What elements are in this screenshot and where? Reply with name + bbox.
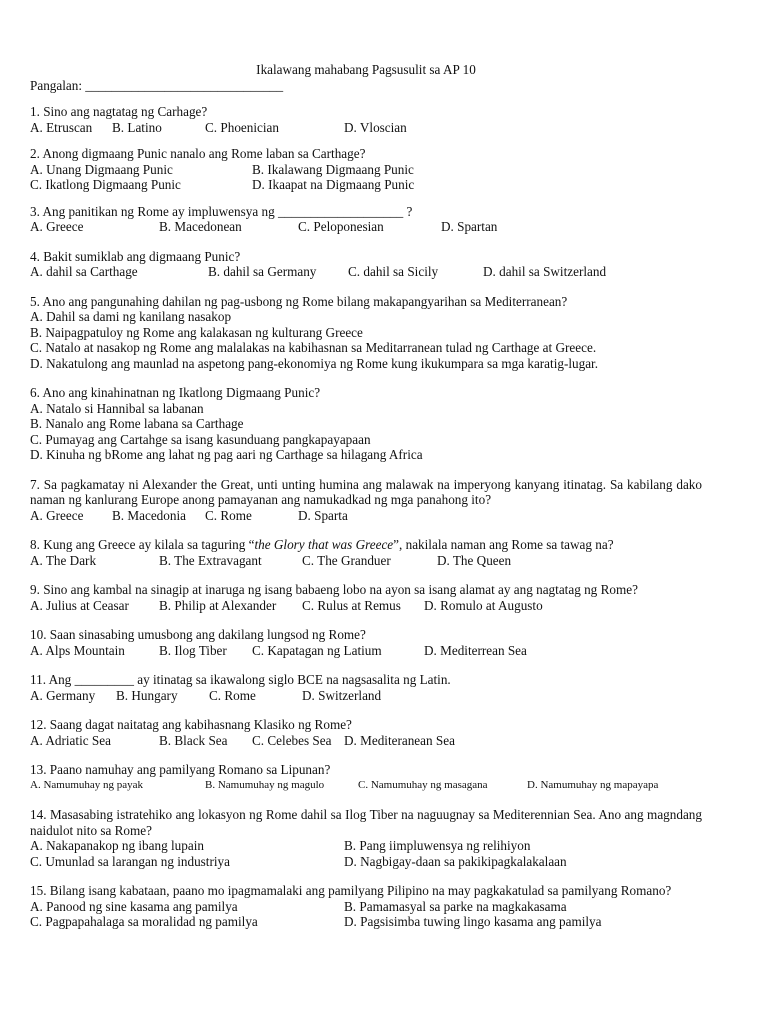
question-2-stem: 2. Anong digmaang Punic nanalo ang Rome laban sa Carthage?: [30, 146, 366, 161]
option-b[interactable]: B. Nanalo ang Rome labana sa Carthage: [30, 416, 244, 431]
option-c[interactable]: C. dahil sa Sicily: [348, 264, 439, 279]
option-d[interactable]: D. Sparta: [298, 507, 348, 523]
option-d[interactable]: D. Mediterrean Sea: [424, 642, 527, 658]
option-b[interactable]: B. Philip at Alexander: [159, 597, 277, 613]
question-13: [30, 762, 702, 793]
question-6-stem: 6. Ano ang kinahinatnan ng Ikatlong Digmaang Punic?: [30, 385, 321, 400]
option-a[interactable]: A. Unang Digmaang Punic: [30, 161, 173, 177]
option-d[interactable]: D. Vloscian: [344, 119, 407, 135]
question-14-options-row-2: [30, 854, 702, 870]
question-13-stem: 13. Paano namuhay ang pamilyang Romano sa Lipunan?: [30, 762, 331, 777]
option-a[interactable]: A. Nakapanakop ng ibang lupain: [30, 838, 204, 853]
question-8-options: [30, 553, 702, 569]
option-b[interactable]: B. Ilog Tiber: [159, 642, 227, 658]
option-a[interactable]: A. The Dark: [30, 552, 97, 568]
question-7-stem: 7. Sa pagkamatay ni Alexander the Great, unti unting humina ang malawak na imperyong kanyang itinatag. Sa kabilang dako naman ng kanlurang Europe anong pamayanan ang namukadkad ng mga panahong ito?: [30, 476, 702, 507]
option-d[interactable]: D. Mediteranean Sea: [344, 732, 455, 748]
question-14-stem: 14. Masasabing istratehiko ang lokasyon ng Rome dahil sa Ilog Tiber na naguugnay sa Mediterennian Sea. Ano ang magndang naidulot nito sa Rome?: [30, 807, 702, 838]
question-5-stem: 5. Ano ang pangunahing dahilan ng pag-usbong ng Rome bilang makapangyarihan sa Mediterranean?: [30, 293, 568, 309]
option-c[interactable]: C. The Granduer: [302, 552, 391, 568]
option-c[interactable]: C. Peloponesian: [298, 219, 384, 234]
question-8-stem-start: 8. Kung ang Greece ay kilala sa taguring “: [30, 537, 255, 552]
exam-page: [30, 62, 702, 941]
option-b[interactable]: B. Naipagpatuloy ng Rome ang kalakasan ng kulturang Greece: [30, 324, 363, 340]
option-d[interactable]: D. Namumuhay ng mapayapa: [527, 778, 659, 791]
question-3-stem: 3. Ang panitikan ng Rome ay impluwensya ng ___________________ ?: [30, 203, 413, 219]
option-d[interactable]: D. Nagbigay-daan sa pakikipagkalakalaan: [344, 853, 567, 869]
question-14: [30, 807, 702, 869]
question-11: [30, 672, 702, 703]
question-15: [30, 883, 702, 930]
question-11-options: [30, 688, 702, 704]
question-7-options: [30, 508, 702, 524]
option-c[interactable]: C. Rome: [209, 687, 256, 703]
question-2-options-row-2: [30, 177, 702, 193]
option-a[interactable]: A. Alps Mountain: [30, 642, 125, 658]
option-d[interactable]: D. Spartan: [441, 219, 498, 234]
question-12-options: [30, 733, 702, 749]
question-4-options: [30, 264, 702, 280]
question-4-stem: 4. Bakit sumiklab ang digmaang Punic?: [30, 248, 241, 264]
option-d[interactable]: D. Ikaapat na Digmaang Punic: [252, 177, 415, 192]
question-10: [30, 627, 702, 658]
option-b[interactable]: B. Hungary: [116, 687, 178, 703]
option-a[interactable]: A. Dahil sa dami ng kanilang nasakop: [30, 309, 232, 324]
question-8-stem-end: ”, nakilala naman ang Rome sa tawag na?: [393, 537, 614, 552]
question-12: [30, 717, 702, 748]
option-c[interactable]: C. Umunlad sa larangan ng industriya: [30, 853, 230, 869]
question-12-stem: 12. Saang dagat naitatag ang kabihasnang Klasiko ng Rome?: [30, 717, 352, 732]
option-a[interactable]: A. Panood ng sine kasama ang pamilya: [30, 898, 238, 914]
option-a[interactable]: A. Natalo si Hannibal sa labanan: [30, 400, 204, 416]
question-1: [30, 104, 702, 135]
option-b[interactable]: B. Pang iimpluwensya ng relihiyon: [344, 838, 531, 853]
question-15-options-row-2: [30, 914, 702, 930]
option-a[interactable]: A. Adriatic Sea: [30, 732, 111, 748]
question-11-stem: 11. Ang _________ ay itinatag sa ikawalong siglo BCE na nagsasalita ng Latin.: [30, 672, 451, 687]
option-a[interactable]: A. Etruscan: [30, 119, 93, 135]
option-c[interactable]: C. Phoenician: [205, 119, 279, 135]
option-b[interactable]: B. The Extravagant: [159, 552, 262, 568]
option-c[interactable]: C. Rome: [205, 507, 252, 523]
option-c[interactable]: C. Pumayag ang Cartahge sa isang kasunduang pangkapayapaan: [30, 431, 371, 447]
question-8-stem: [30, 537, 702, 553]
option-b[interactable]: B. Namumuhay ng magulo: [205, 778, 325, 791]
option-c[interactable]: C. Kapatagan ng Latium: [252, 642, 382, 658]
option-d[interactable]: D. Kinuha ng bRome ang lahat ng pag aari ng Carthage sa hilagang Africa: [30, 447, 423, 462]
question-14-options-row-1: [30, 838, 702, 854]
option-d[interactable]: D. Switzerland: [302, 687, 382, 703]
option-c[interactable]: C. Pagpapahalaga sa moralidad ng pamilya: [30, 914, 258, 929]
option-a[interactable]: A. Namumuhay ng payak: [30, 778, 144, 791]
option-c[interactable]: C. Ikatlong Digmaang Punic: [30, 177, 181, 192]
question-9-options: [30, 598, 702, 614]
option-c[interactable]: C. Namumuhay ng masagana: [358, 778, 488, 791]
question-10-options: [30, 643, 702, 659]
option-a[interactable]: A. Greece: [30, 507, 84, 523]
question-10-stem: 10. Saan sinasabing umusbong ang dakilang lungsod ng Rome?: [30, 627, 366, 642]
question-5: [30, 294, 702, 372]
option-b[interactable]: B. Macedonean: [159, 219, 242, 234]
option-b[interactable]: B. dahil sa Germany: [208, 264, 317, 279]
option-d[interactable]: D. Romulo at Augusto: [424, 597, 543, 613]
option-c[interactable]: C. Rulus at Remus: [302, 597, 401, 613]
option-a[interactable]: A. Germany: [30, 687, 96, 703]
option-d[interactable]: D. The Queen: [437, 552, 512, 568]
question-2-options-row-1: [30, 162, 702, 178]
question-9-stem: 9. Sino ang kambal na sinagip at inaruga ng isang babaeng lobo na ayon sa isang alamat ay ang nagtatag ng Rome?: [30, 582, 638, 597]
option-b[interactable]: B. Macedonia: [112, 507, 186, 523]
question-8-stem-italic: the Glory that was Greece: [254, 537, 394, 552]
question-1-options: [30, 120, 702, 136]
option-a[interactable]: A. Julius at Ceasar: [30, 597, 129, 613]
question-9: [30, 582, 702, 613]
question-8: [30, 537, 702, 568]
option-b[interactable]: B. Pamamasyal sa parke na magkakasama: [344, 898, 567, 914]
question-7: [30, 477, 702, 524]
option-b[interactable]: B. Ikalawang Digmaang Punic: [252, 161, 414, 177]
question-13-options: [30, 778, 702, 794]
option-c[interactable]: C. Natalo at nasakop ng Rome ang malalakas na kabihasnan sa Meditarranean tulad ng Carthage at Greece.: [30, 340, 597, 355]
option-a[interactable]: A. dahil sa Carthage: [30, 264, 138, 279]
option-b[interactable]: B. Black Sea: [159, 732, 228, 748]
question-3: [30, 204, 702, 235]
question-3-options: [30, 219, 702, 235]
question-15-options-row-1: [30, 899, 702, 915]
option-b[interactable]: B. Latino: [112, 119, 162, 135]
option-d[interactable]: D. dahil sa Switzerland: [483, 264, 607, 279]
option-c[interactable]: C. Celebes Sea: [252, 732, 332, 748]
question-1-stem: 1. Sino ang nagtatag ng Carhage?: [30, 104, 208, 119]
option-d[interactable]: D. Nakatulong ang maunlad na aspetong pang-ekonomiya ng Rome kung ikukumpara sa mga karatig-lugar.: [30, 355, 599, 371]
question-15-stem: 15. Bilang isang kabataan, paano mo ipagmamalaki ang pamilyang Pilipino na may pagkakatulad sa pamilyang Romano?: [30, 883, 672, 898]
option-d[interactable]: D. Pagsisimba tuwing lingo kasama ang pamilya: [344, 914, 602, 929]
exam-title: Ikalawang mahabang Pagsusulit sa AP 10: [256, 62, 476, 77]
option-a[interactable]: A. Greece: [30, 219, 84, 234]
name-field-label: Pangalan: ______________________________: [30, 77, 284, 93]
question-6: [30, 385, 702, 463]
question-4: [30, 249, 702, 280]
question-2: [30, 146, 702, 193]
